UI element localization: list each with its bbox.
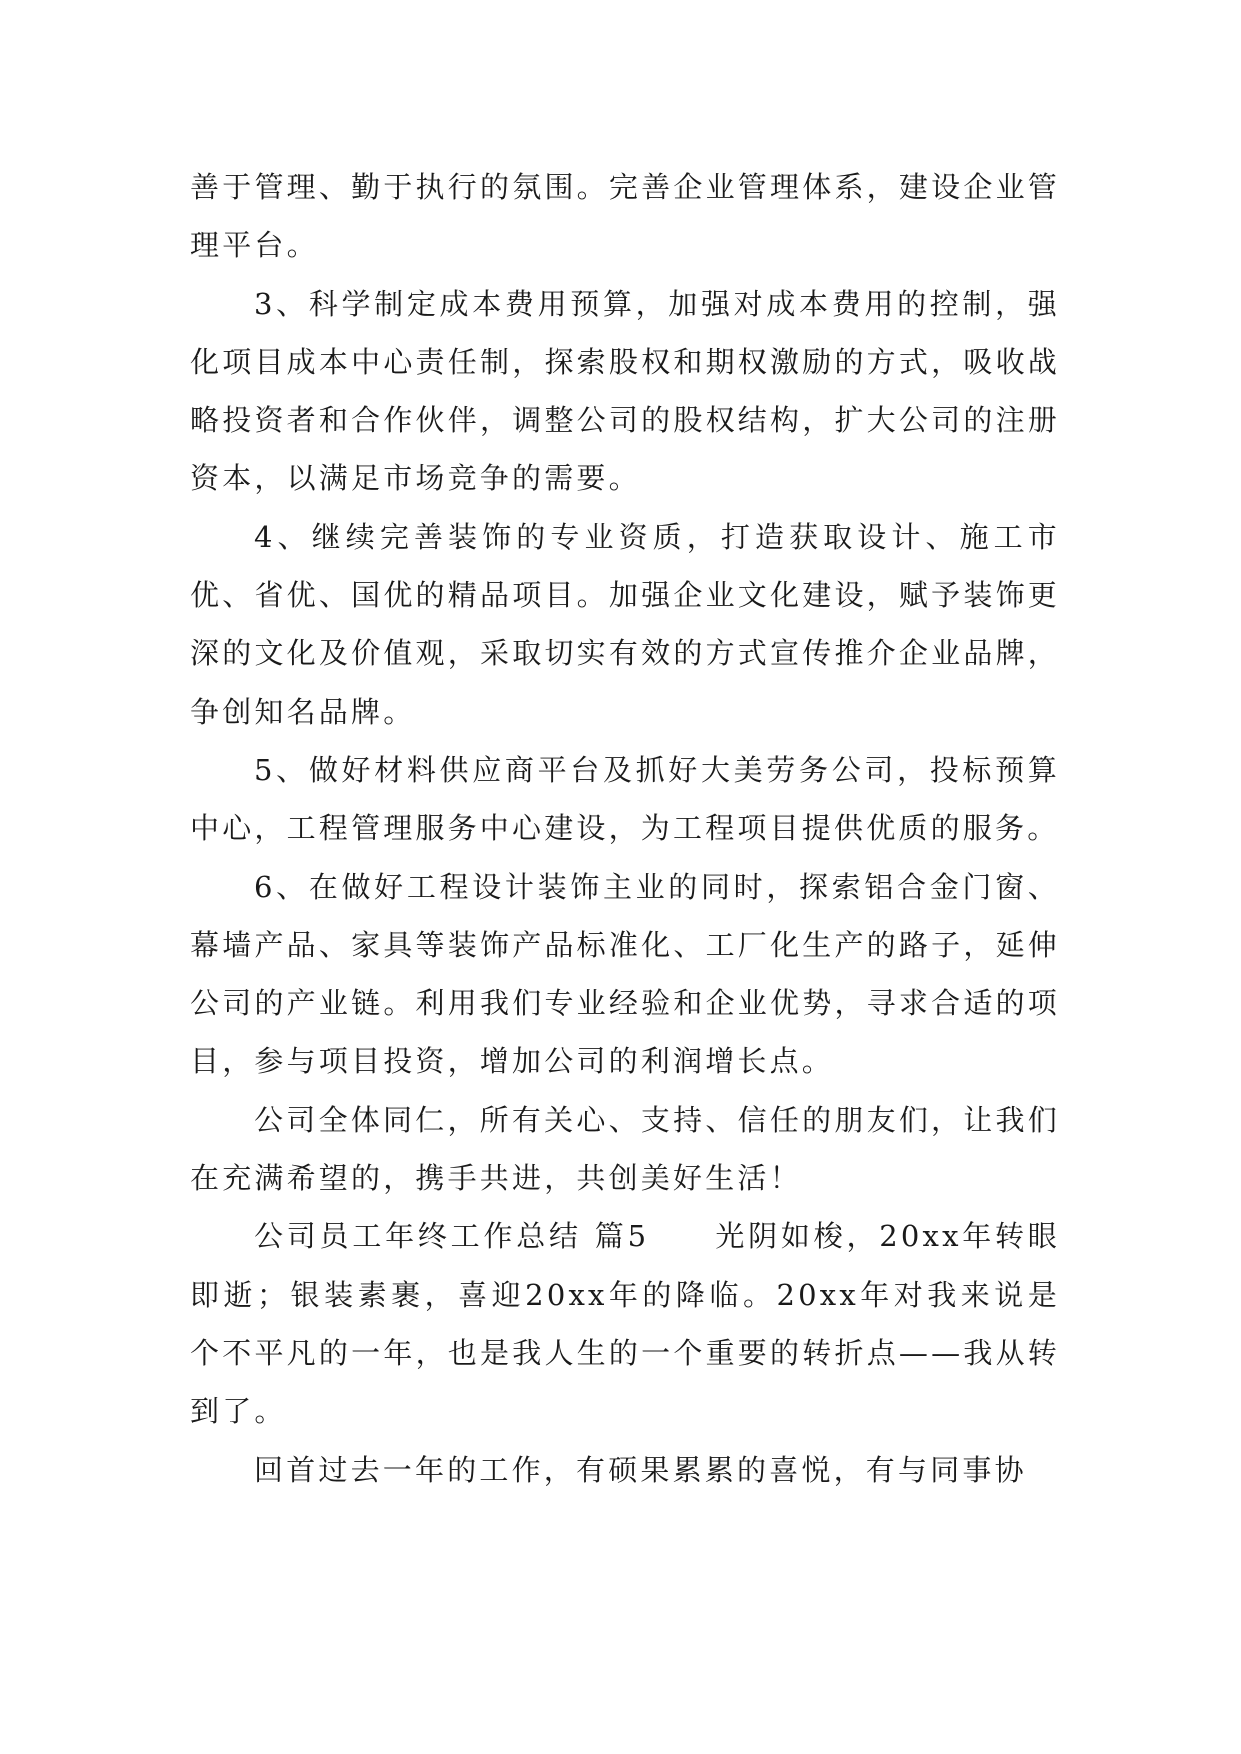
paragraph-item-5-supplier-platform: 5、做好材料供应商平台及抓好大美劳务公司，投标预算中心，工程管理服务中心建设，为工程项目提供优质的服务。 — [190, 752, 1060, 846]
document-body — [190, 158, 1060, 1499]
paragraph-looking-back: 回首过去一年的工作，有硕果累累的喜悦，有与同事协 — [254, 1452, 1027, 1487]
paragraph-item-6-industry-chain: 6、在做好工程设计装饰主业的同时，探索铝合金门窗、幕墙产品、家具等装饰产品标准化、工厂化生产的路子，延伸公司的产业链。利用我们专业经验和企业优势，寻求合适的项目，参与项目投资，增加公司的利润增长点。 — [190, 869, 1060, 1079]
paragraph-item-4-qualification: 4、继续完善装饰的专业资质，打造获取设计、施工市优、省优、国优的精品项目。加强企业文化建设，赋予装饰更深的文化及价值观，采取切实有效的方式宣传推介企业品牌，争创知名品牌。 — [190, 519, 1060, 729]
paragraph-closing-appeal: 公司全体同仁，所有关心、支持、信任的朋友们，让我们在充满希望的，携手共进，共创美好生活！ — [190, 1102, 1060, 1196]
paragraph-item-3-cost-budget: 3、科学制定成本费用预算，加强对成本费用的控制，强化项目成本中心责任制，探索股权和期权激励的方式，吸收战略投资者和合作伙伴，调整公司的股权结构，扩大公司的注册资本，以满足市场竞争的需要。 — [190, 286, 1060, 496]
paragraph-summary-part-5: 公司员工年终工作总结 篇5 光阴如梭，20xx年转眼即逝；银装素裹，喜迎20xx年的降临。20xx年对我来说是个不平凡的一年，也是我人生的一个重要的转折点——我从转到了。 — [190, 1219, 1060, 1429]
paragraph-management-platform: 善于管理、勤于执行的氛围。完善企业管理体系，建设企业管理平台。 — [190, 170, 1060, 263]
